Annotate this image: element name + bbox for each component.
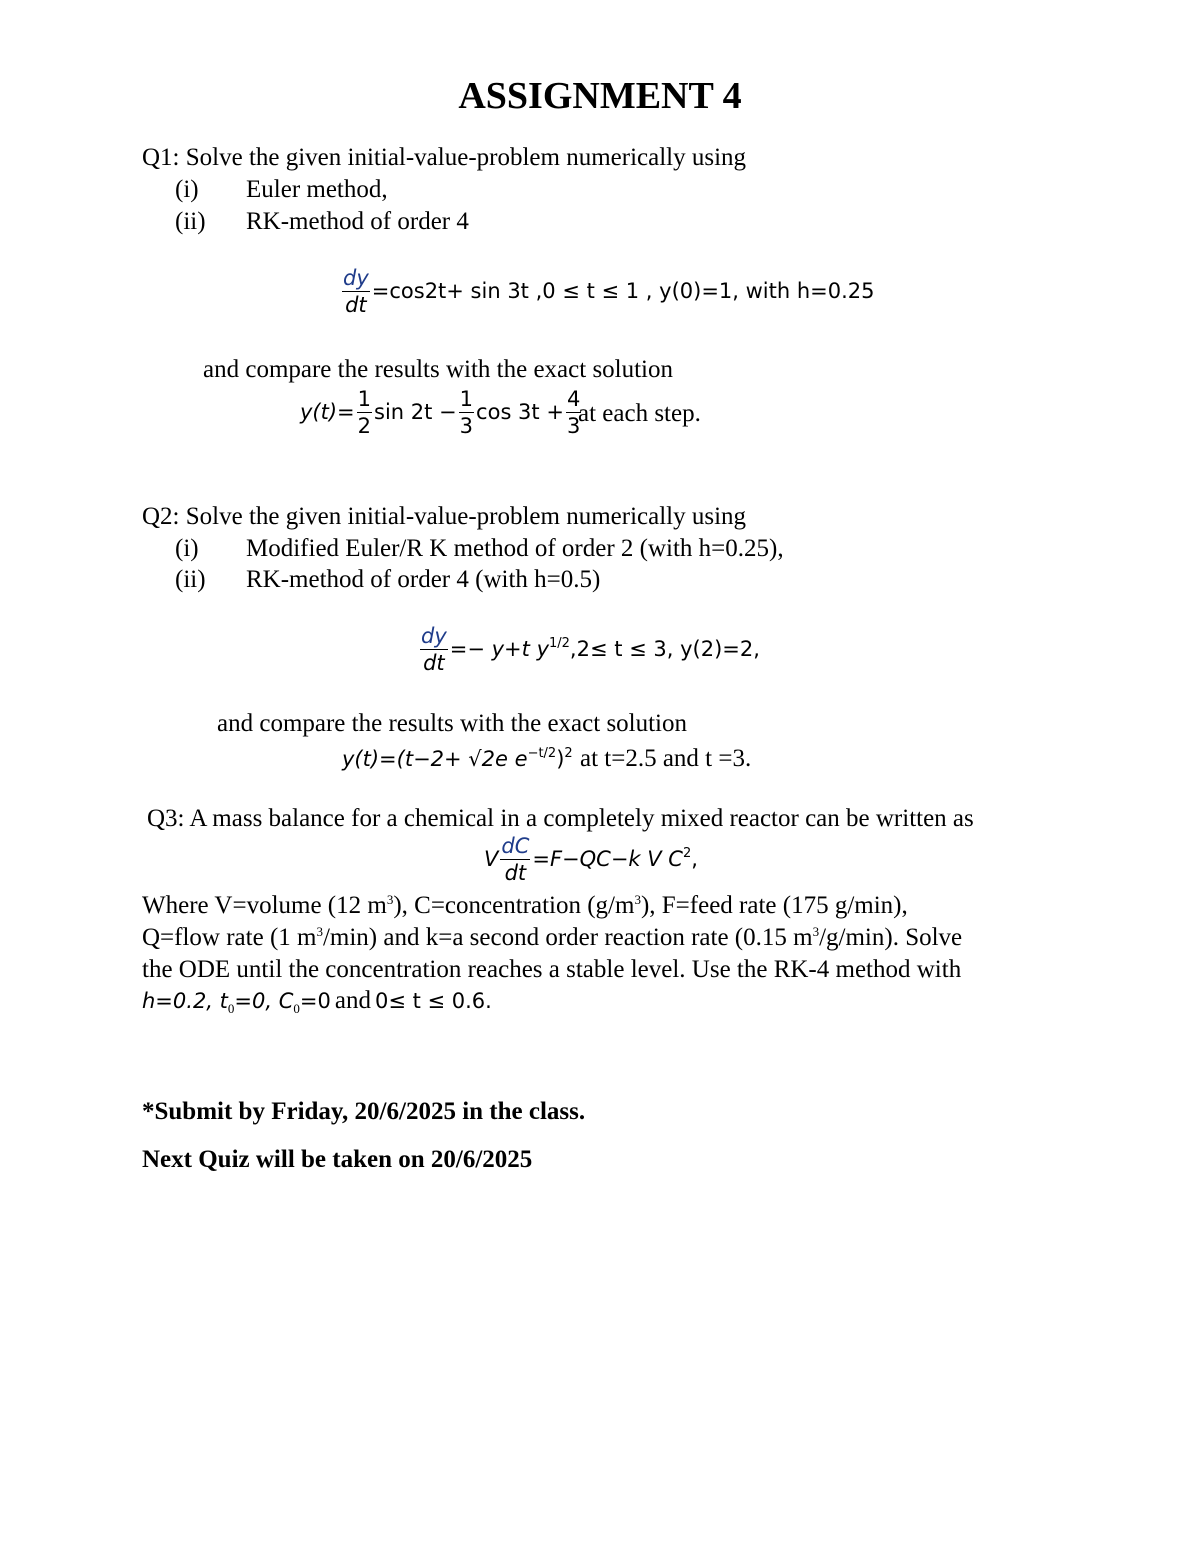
q1-ode-equation [340,268,875,316]
q1-frac1-den: 2 [357,414,372,438]
q2-item-1-text: Modified Euler/R K method of order 2 (with h=0.25), [246,535,784,562]
q2-exact-solution [342,746,573,771]
q3-line-2-c: /g/min). Solve [819,924,963,951]
q3-line-4-math2: =0, C [234,989,294,1013]
q3-eq-denominator: dt [504,861,527,885]
q3-eq-rhs: =F−QC−k V C [532,847,683,871]
q3-line-4-math1: h=0.2, t [142,989,228,1013]
q1-item-1-marker: (i) [175,176,199,203]
q3-line-4-math4: 0≤ t ≤ 0.6. [374,989,492,1013]
q1-exact-tail: at each step. [578,400,701,427]
q1-exact-mid2: cos 3t + [476,400,564,424]
q3-line-4-sub1: 0 [227,1001,235,1016]
q2-ode-equation [418,626,760,674]
q2-compare-text: and compare the results with the exact solution [217,710,688,737]
q1-prompt: Q1: Solve the given initial-value-problem numerically using [142,144,747,171]
q3-line-4-and: and [334,987,371,1014]
q3-line-4-math3: =0 [299,989,331,1013]
q3-line-2-b: /min) and k=a second order reaction rate (0.15 m [322,924,813,951]
q2-ode-denominator: dt [423,651,445,675]
q1-ode-numerator: dy [343,266,369,290]
q3-eq-v: V [484,847,499,871]
q1-item-1-text: Euler method, [246,176,388,203]
q1-compare-text: and compare the results with the exact solution [203,356,674,383]
page-title: ASSIGNMENT 4 [458,75,742,117]
q3-mass-balance-equation [484,836,698,884]
q2-ode-rhs: =− y+t y [449,637,549,661]
q1-ode-rhs: =cos2t+ sin 3t ,0 ≤ t ≤ 1 , y(0)=1, with h=0.25 [371,279,875,303]
q3-line-1 [142,892,908,920]
q1-item-2-text: RK-method of order 4 [246,208,469,235]
q3-line-1-sup2: 3 [634,892,641,907]
q1-frac2-num: 1 [459,387,474,411]
q3-eq-exponent: 2 [682,846,692,861]
q2-item-2-marker: (ii) [175,566,206,593]
q2-exact-tail: at t=2.5 and t =3. [580,745,752,772]
q2-exact-main: y(t)=(t−2+ √2e e [342,747,528,771]
q3-eq-numerator: dC [501,834,530,858]
q3-line-2-sup2: 3 [812,924,820,939]
q2-ode-exponent: 1/2 [549,636,570,651]
q3-line-1-b: ), C=concentration (g/m [393,892,635,919]
q3-line-2-sup1: 3 [316,924,323,939]
q1-item-2-marker: (ii) [175,208,206,235]
q2-exact-close: ) [556,747,565,771]
submit-note: *Submit by Friday, 20/6/2025 in the class. [142,1098,586,1125]
q1-frac1-num: 1 [357,387,372,411]
q3-line-1-c: ), F=feed rate (175 g/min), [640,892,908,919]
q3-line-3: the ODE until the concentration reaches a stable level. Use the RK-4 method with [142,956,962,983]
q1-frac3-den: 3 [566,414,581,438]
q3-line-2 [142,924,962,952]
q3-line-2-a: Q=flow rate (1 m [142,924,317,951]
quiz-note: Next Quiz will be taken on 20/6/2025 [142,1146,533,1173]
q2-item-2-text: RK-method of order 4 (with h=0.5) [246,566,601,593]
q1-frac3-num: 4 [566,387,581,411]
q3-eq-comma: , [691,847,698,871]
q2-prompt: Q2: Solve the given initial-value-problem numerically using [142,503,747,530]
q1-exact-solution [300,389,583,437]
q3-line-1-sup1: 3 [386,892,394,907]
q1-frac2-den: 3 [459,414,474,438]
q3-prompt: Q3: A mass balance for a chemical in a completely mixed reactor can be written as [147,805,974,832]
q1-exact-lhs: y(t)= [300,400,355,424]
q3-line-1-a: Where V=volume (12 m [142,892,387,919]
q2-item-1-marker: (i) [175,535,199,562]
q2-exact-exp2: 2 [564,746,573,761]
q2-ode-numerator: dy [421,624,447,648]
q3-line-4-sub2: 0 [293,1001,300,1016]
q1-ode-denominator: dt [345,293,367,317]
q1-exact-mid1: sin 2t − [374,400,457,424]
q3-line-4 [142,987,492,1017]
q2-exact-exp1: −t/2 [527,746,557,761]
q2-ode-tail: ,2≤ t ≤ 3, y(2)=2, [569,637,760,661]
